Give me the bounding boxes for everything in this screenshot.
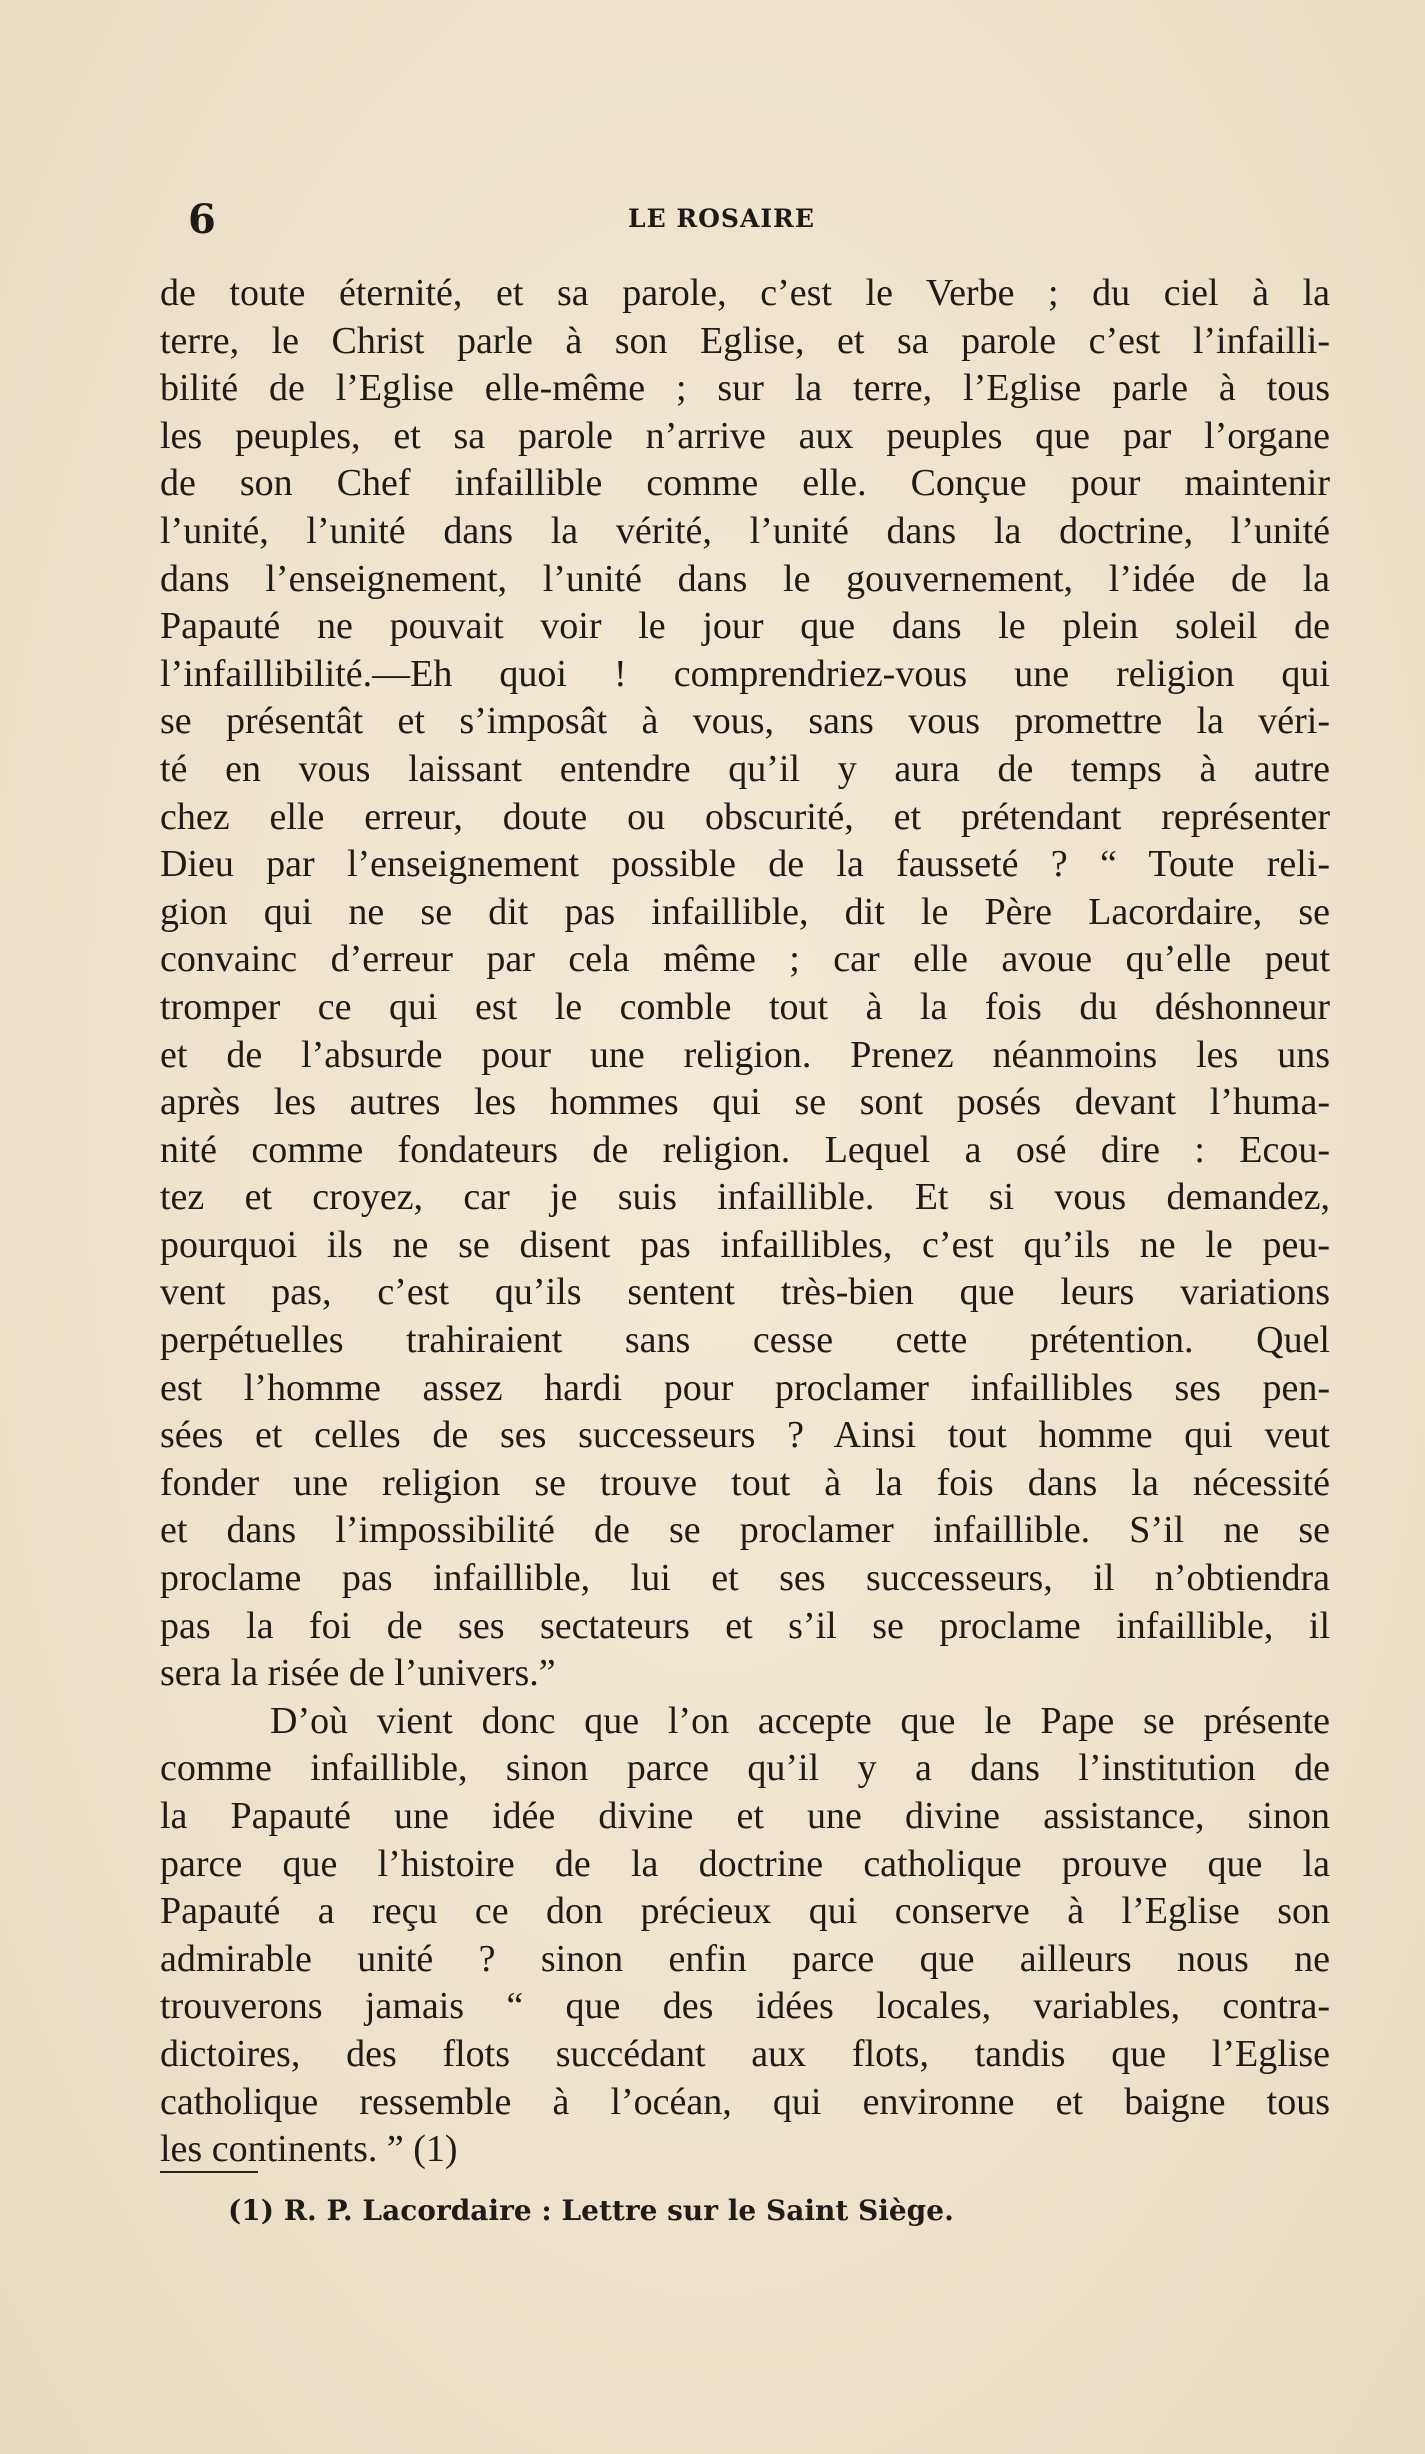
text-line: té en vous laissant entendre qu’il y aura de temps à autre	[160, 747, 1330, 790]
text-line: proclame pas infaillible, lui et ses successeurs, il n’obtiendra	[160, 1557, 1330, 1600]
text-line: sées et celles de ses successeurs ? Ainsi tout homme qui veut	[160, 1414, 1330, 1457]
text-line: tromper ce qui est le comble tout à la fois du déshonneur	[160, 985, 1330, 1028]
text-line: les continents. ” (1)	[160, 2128, 458, 2171]
text-line: dictoires, des flots succédant aux flots, tandis que l’Eglise	[160, 2032, 1330, 2075]
text-line: tez et croyez, car je suis infaillible. Et si vous demandez,	[160, 1176, 1330, 1219]
text-line: Dieu par l’enseignement possible de la fausseté ? “ Toute reli-	[160, 843, 1330, 886]
text-line: admirable unité ? sinon enfin parce que ailleurs nous ne	[160, 1937, 1330, 1980]
text-line: fonder une religion se trouve tout à la fois dans la nécessité	[160, 1461, 1330, 1504]
text-line: sera la risée de l’univers.”	[160, 1652, 556, 1695]
text-line: de toute éternité, et sa parole, c’est le Verbe ; du ciel à la	[160, 272, 1330, 314]
text-line: la Papauté une idée divine et une divine assistance, sinon	[160, 1795, 1330, 1837]
text-line: terre, le Christ parle à son Eglise, et sa parole c’est l’infailli-	[160, 319, 1330, 362]
text-line: de son Chef infaillible comme elle. Conçue pour maintenir	[160, 462, 1330, 505]
text-line: et de l’absurde pour une religion. Prenez néanmoins les uns	[160, 1033, 1330, 1076]
running-head: LE ROSAIRE	[628, 204, 815, 233]
text-line: les peuples, et sa parole n’arrive aux peuples que par l’organe	[160, 414, 1330, 457]
text-line: l’infaillibilité.—Eh quoi ! comprendriez-vous une religion qui	[160, 652, 1330, 695]
text-line: trouverons jamais “ que des idées locales, variables, contra-	[160, 1985, 1330, 2028]
text-line: convainc d’erreur par cela même ; car elle avoue qu’elle peut	[160, 938, 1330, 981]
text-line: l’unité, l’unité dans la vérité, l’unité dans la doctrine, l’unité	[160, 509, 1330, 552]
text-line: se présentât et s’imposât à vous, sans vous promettre la véri-	[160, 700, 1330, 743]
paragraph-2	[160, 1698, 1330, 2174]
text-line: catholique ressemble à l’océan, qui environne et baigne tous	[160, 2080, 1330, 2123]
text-line: est l’homme assez hardi pour proclamer infaillibles ses pen-	[160, 1366, 1330, 1409]
footnote: (1) R. P. Lacordaire : Lettre sur le Saint Siège.	[228, 2194, 954, 2227]
text-line: et dans l’impossibilité de se proclamer infaillible. S’il ne se	[160, 1509, 1330, 1552]
text-line: vent pas, c’est qu’ils sentent très-bien que leurs variations	[160, 1271, 1330, 1314]
page-body	[160, 270, 1330, 2174]
text-line: Papauté ne pouvait voir le jour que dans le plein soleil de	[160, 605, 1330, 648]
text-line: chez elle erreur, doute ou obscurité, et prétendant représenter	[160, 795, 1330, 838]
text-line: Papauté a reçu ce don précieux qui conserve à l’Eglise son	[160, 1890, 1330, 1933]
text-line: bilité de l’Eglise elle-même ; sur la terre, l’Eglise parle à tous	[160, 367, 1330, 410]
text-line: parce que l’histoire de la doctrine catholique prouve que la	[160, 1842, 1330, 1885]
page-header	[188, 196, 1328, 243]
page-number: 6	[188, 196, 216, 243]
footnote-divider	[160, 2171, 258, 2173]
text-line: dans l’enseignement, l’unité dans le gouvernement, l’idée de la	[160, 557, 1330, 600]
text-line: pas la foi de ses sectateurs et s’il se proclame infaillible, il	[160, 1604, 1330, 1647]
text-line: D’où vient donc que l’on accepte que le Pape se présente	[270, 1699, 1330, 1742]
text-line: gion qui ne se dit pas infaillible, dit le Père Lacordaire, se	[160, 890, 1330, 933]
text-line: pourquoi ils ne se disent pas infaillibles, c’est qu’ils ne le peu-	[160, 1223, 1330, 1266]
text-line: perpétuelles trahiraient sans cesse cette prétention. Quel	[160, 1319, 1330, 1362]
text-line: nité comme fondateurs de religion. Lequel a osé dire : Ecou-	[160, 1128, 1330, 1171]
paragraph-1	[160, 270, 1330, 1698]
text-line: comme infaillible, sinon parce qu’il y a dans l’institution de	[160, 1747, 1330, 1790]
text-line: après les autres les hommes qui se sont posés devant l’huma-	[160, 1081, 1330, 1124]
